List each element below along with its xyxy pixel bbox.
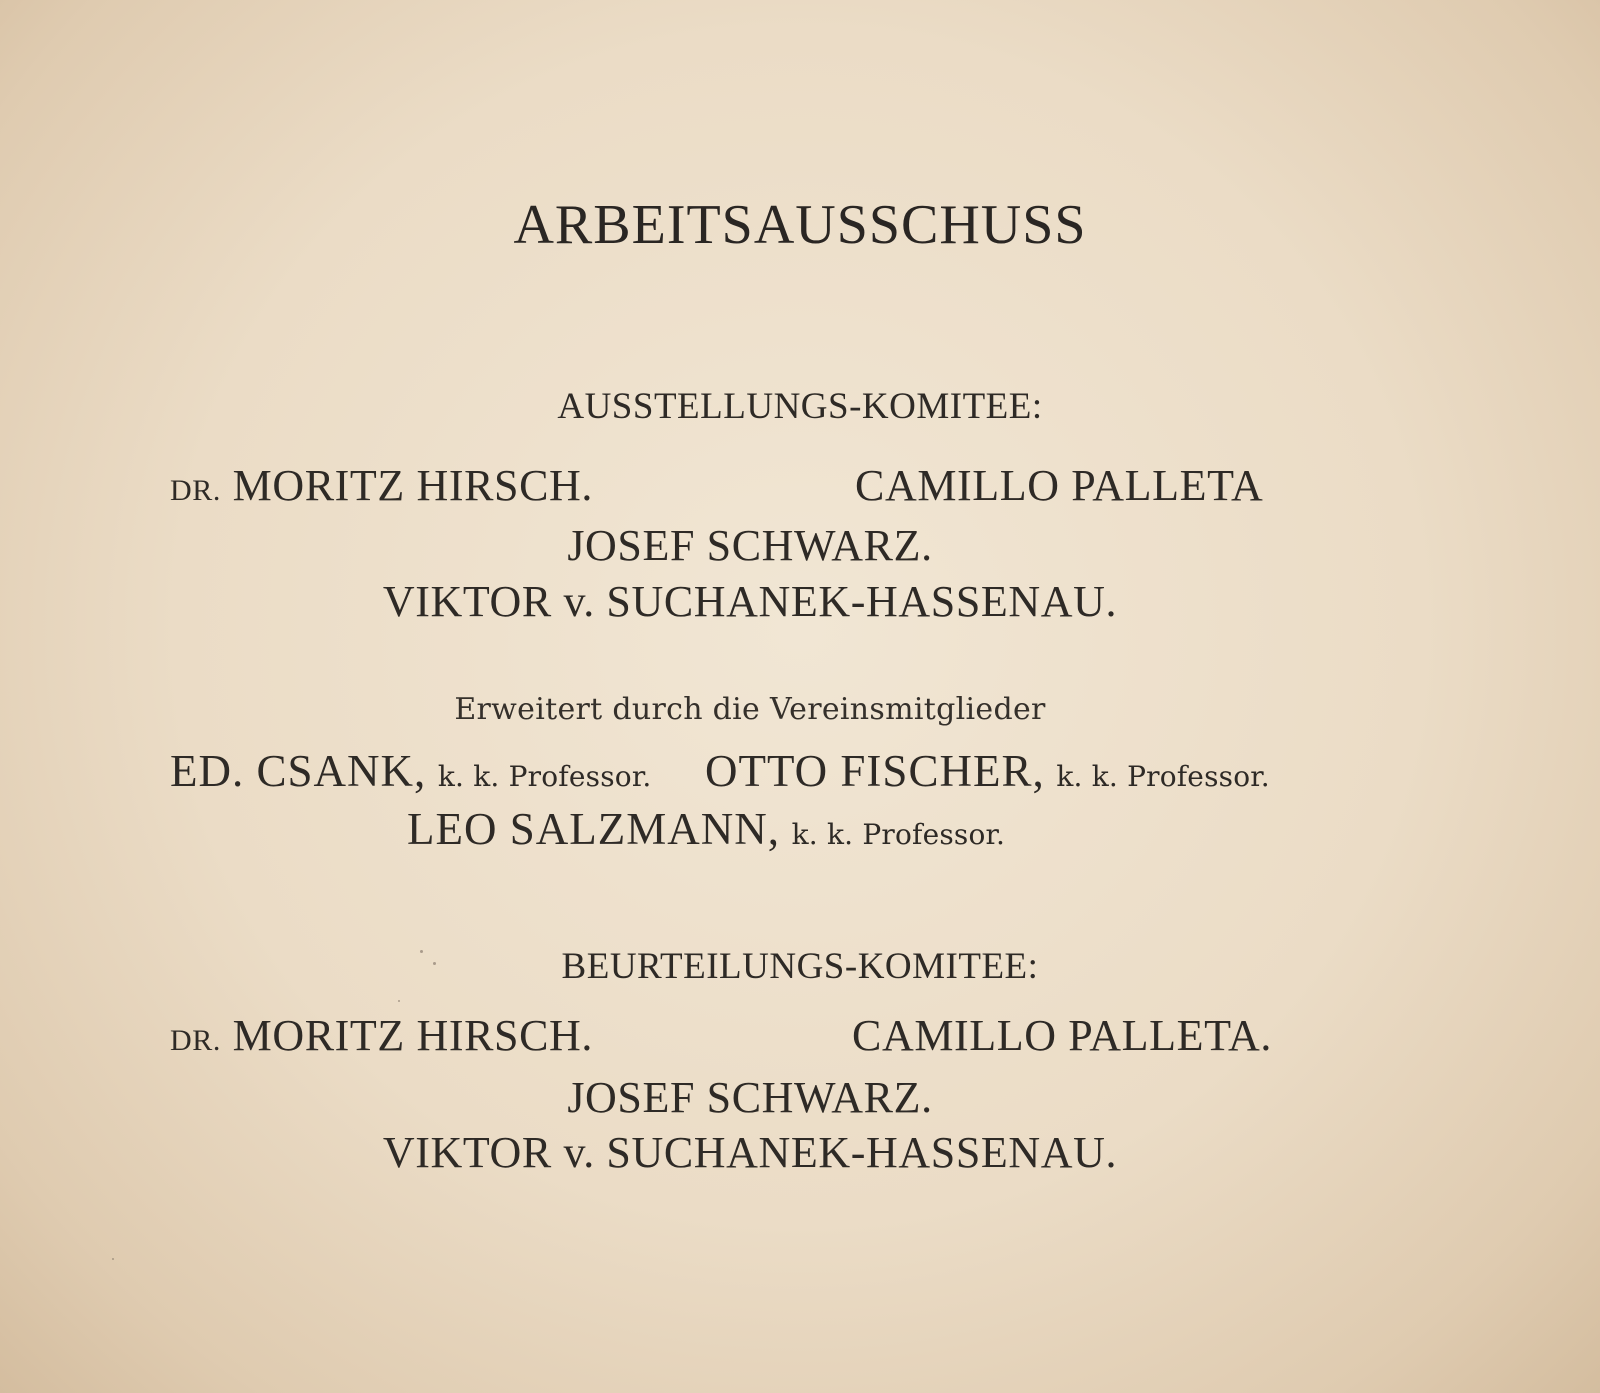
member-name: OTTO FISCHER, [705, 746, 1045, 796]
exhibition-member-suchanek: VIKTOR v. SUCHANEK-HASSENAU. [382, 577, 1118, 626]
exhibition-member-hirsch [170, 460, 593, 511]
exhibition-member-palleta: CAMILLO PALLETA [855, 461, 1264, 510]
paper-speck [433, 962, 436, 965]
extension-note: Erweitert durch die Vereinsmitglieder [454, 692, 1046, 727]
member-title: k. k. Professor. [1056, 760, 1270, 793]
member-name: MORITZ HIRSCH. [232, 461, 594, 510]
member-name: LEO SALZMANN, [407, 804, 780, 854]
judging-member-suchanek: VIKTOR v. SUCHANEK-HASSENAU. [382, 1128, 1118, 1177]
judging-member-hirsch [170, 1010, 593, 1061]
extension-member-fischer [705, 745, 1270, 797]
member-title: k. k. Professor. [437, 760, 652, 793]
extension-member-salzmann [407, 803, 1005, 855]
member-name: MORITZ HIRSCH. [232, 1011, 594, 1060]
judging-member-palleta: CAMILLO PALLETA. [852, 1011, 1272, 1060]
paper-speck [398, 1000, 400, 1002]
paper-speck [420, 950, 423, 953]
exhibition-committee-heading: AUSSTELLUNGS-KOMITEE: [557, 386, 1043, 427]
doctor-prefix: DR. [170, 474, 221, 507]
member-title: k. k. Professor. [791, 818, 1006, 851]
page-title: ARBEITSAUSSCHUSS [513, 194, 1087, 256]
judging-member-schwarz: JOSEF SCHWARZ. [567, 1073, 933, 1122]
extension-member-csank [170, 745, 651, 797]
member-name: ED. CSANK, [170, 746, 427, 796]
exhibition-member-schwarz: JOSEF SCHWARZ. [567, 521, 933, 570]
paper-speck [112, 1258, 114, 1260]
judging-committee-heading: BEURTEILUNGS-KOMITEE: [561, 946, 1039, 987]
doctor-prefix: DR. [170, 1024, 221, 1057]
